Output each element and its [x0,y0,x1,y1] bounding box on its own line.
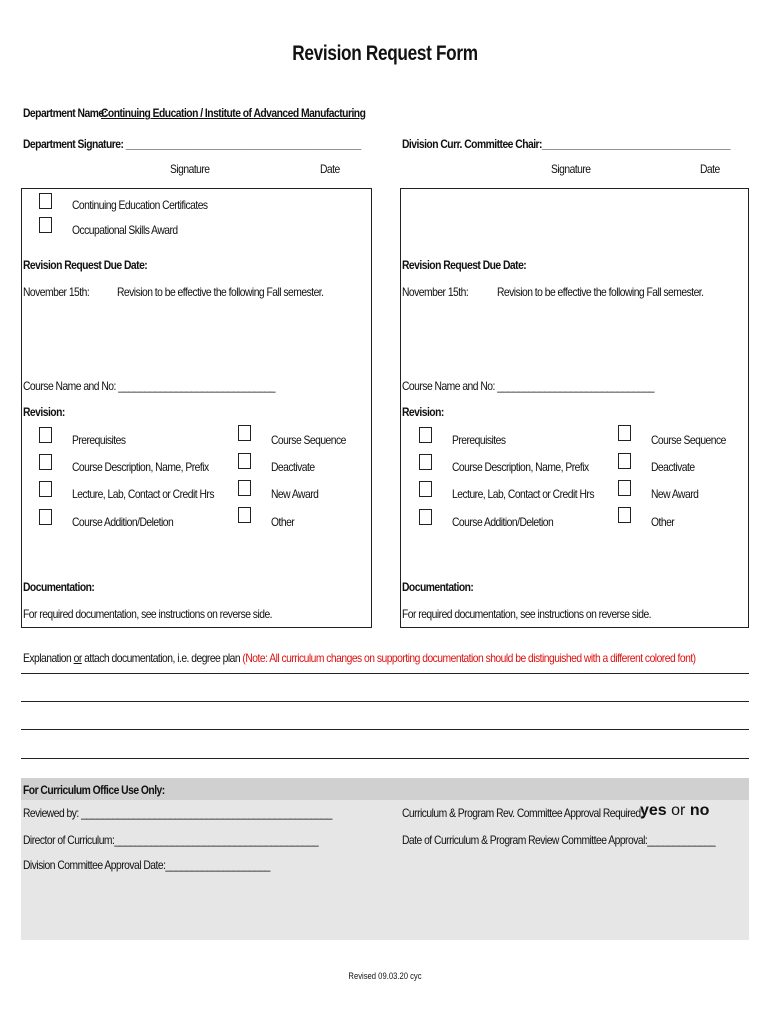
chair-signature-caption: Signature [551,162,591,176]
left-revision-box [21,188,372,628]
right-rev-new-award: New Award [651,487,699,501]
form-title: Revision Request Form [292,42,478,65]
office-use-heading: For Curriculum Office Use Only: [23,783,165,797]
department-signature-field[interactable]: Department Signature: _____________________________________________ [23,137,361,151]
left-rev-course-addition: Course Addition/Deletion [72,515,174,529]
explanation-or: or [73,651,82,665]
left-checkbox-lecture-lab[interactable] [39,481,52,497]
explanation-line-1[interactable] [21,673,749,674]
left-rev-other: Other [271,515,295,529]
right-checkbox-other[interactable] [618,507,631,523]
option-ce-certificates: Continuing Education Certificates [72,198,208,212]
right-due-date-note: Revision to be effective the following Fall semester. [497,285,704,299]
explanation-note: (Note: All curriculum changes on supporting documentation should be distinguished with a different colored font) [242,651,696,665]
right-rev-prerequisites: Prerequisites [452,433,506,447]
right-checkbox-prerequisites[interactable] [419,427,432,443]
checkbox-ce-certificates[interactable] [39,193,52,209]
right-checkbox-course-addition[interactable] [419,509,432,525]
left-rev-deactivate: Deactivate [271,460,315,474]
right-due-date-label: Revision Request Due Date: [402,258,527,272]
approval-date-field[interactable]: Date of Curriculum & Program Review Committee Approval:_____________ [402,833,716,847]
left-checkbox-prerequisites[interactable] [39,427,52,443]
left-checkbox-deactivate[interactable] [238,453,251,469]
right-due-date-value: November 15th: [402,285,469,299]
right-course-field[interactable]: Course Name and No: ______________________________ [402,379,654,393]
left-rev-lecture-lab: Lecture, Lab, Contact or Credit Hrs [72,487,214,501]
no-option[interactable]: no [689,802,710,819]
left-due-date-note: Revision to be effective the following Fall semester. [117,285,324,299]
yes-option[interactable]: yes [640,802,667,819]
explanation-text-a: Explanation [23,651,74,665]
right-checkbox-new-award[interactable] [618,480,631,496]
right-documentation-label: Documentation: [402,580,474,594]
or-text: or [671,802,686,819]
left-rev-prerequisites: Prerequisites [72,433,126,447]
left-checkbox-other[interactable] [238,507,251,523]
right-rev-course-sequence: Course Sequence [651,433,726,447]
date-caption: Date [320,162,340,176]
left-documentation-label: Documentation: [23,580,95,594]
right-rev-other: Other [651,515,675,529]
left-checkbox-new-award[interactable] [238,480,251,496]
explanation-line-4[interactable] [21,758,749,759]
chair-date-caption: Date [700,162,720,176]
left-documentation-text: For required documentation, see instructions on reverse side. [23,607,273,621]
left-revision-label: Revision: [23,405,65,419]
reviewed-by-field[interactable]: Reviewed by: ________________________________________________ [23,806,332,820]
right-rev-lecture-lab: Lecture, Lab, Contact or Credit Hrs [452,487,594,501]
right-revision-label: Revision: [402,405,444,419]
left-rev-new-award: New Award [271,487,319,501]
department-name-label: Department Name: [23,106,107,120]
right-revision-box [400,188,749,628]
approval-yes-no[interactable] [640,802,709,820]
left-due-date-value: November 15th: [23,285,90,299]
revision-footer: Revised 09.03.20 cyc [348,971,422,981]
explanation-prompt [23,651,696,665]
right-checkbox-course-description[interactable] [419,454,432,470]
left-checkbox-course-description[interactable] [39,454,52,470]
right-rev-course-addition: Course Addition/Deletion [452,515,554,529]
approval-required-label: Curriculum & Program Rev. Committee Approval Required: [402,806,643,820]
right-checkbox-lecture-lab[interactable] [419,481,432,497]
department-name-value[interactable]: Continuing Education / Institute of Advanced Manufacturing [101,106,366,120]
committee-chair-field[interactable]: Division Curr. Committee Chair:____________________________________ [402,137,731,151]
left-checkbox-course-addition[interactable] [39,509,52,525]
left-course-field[interactable]: Course Name and No: ______________________________ [23,379,275,393]
left-due-date-label: Revision Request Due Date: [23,258,148,272]
option-occupational-skills: Occupational Skills Award [72,223,178,237]
right-checkbox-course-sequence[interactable] [618,425,631,441]
checkbox-occupational-skills[interactable] [39,217,52,233]
explanation-line-3[interactable] [21,729,749,730]
division-approval-date-field[interactable]: Division Committee Approval Date:____________________ [23,858,270,872]
explanation-line-2[interactable] [21,701,749,702]
right-checkbox-deactivate[interactable] [618,453,631,469]
left-rev-course-sequence: Course Sequence [271,433,346,447]
left-checkbox-course-sequence[interactable] [238,425,251,441]
right-rev-deactivate: Deactivate [651,460,695,474]
right-rev-course-description: Course Description, Name, Prefix [452,460,589,474]
right-documentation-text: For required documentation, see instructions on reverse side. [402,607,652,621]
explanation-text-b: attach documentation, i.e. degree plan [81,651,243,665]
signature-caption: Signature [170,162,210,176]
director-field[interactable]: Director of Curriculum:_______________________________________ [23,833,319,847]
left-rev-course-description: Course Description, Name, Prefix [72,460,209,474]
